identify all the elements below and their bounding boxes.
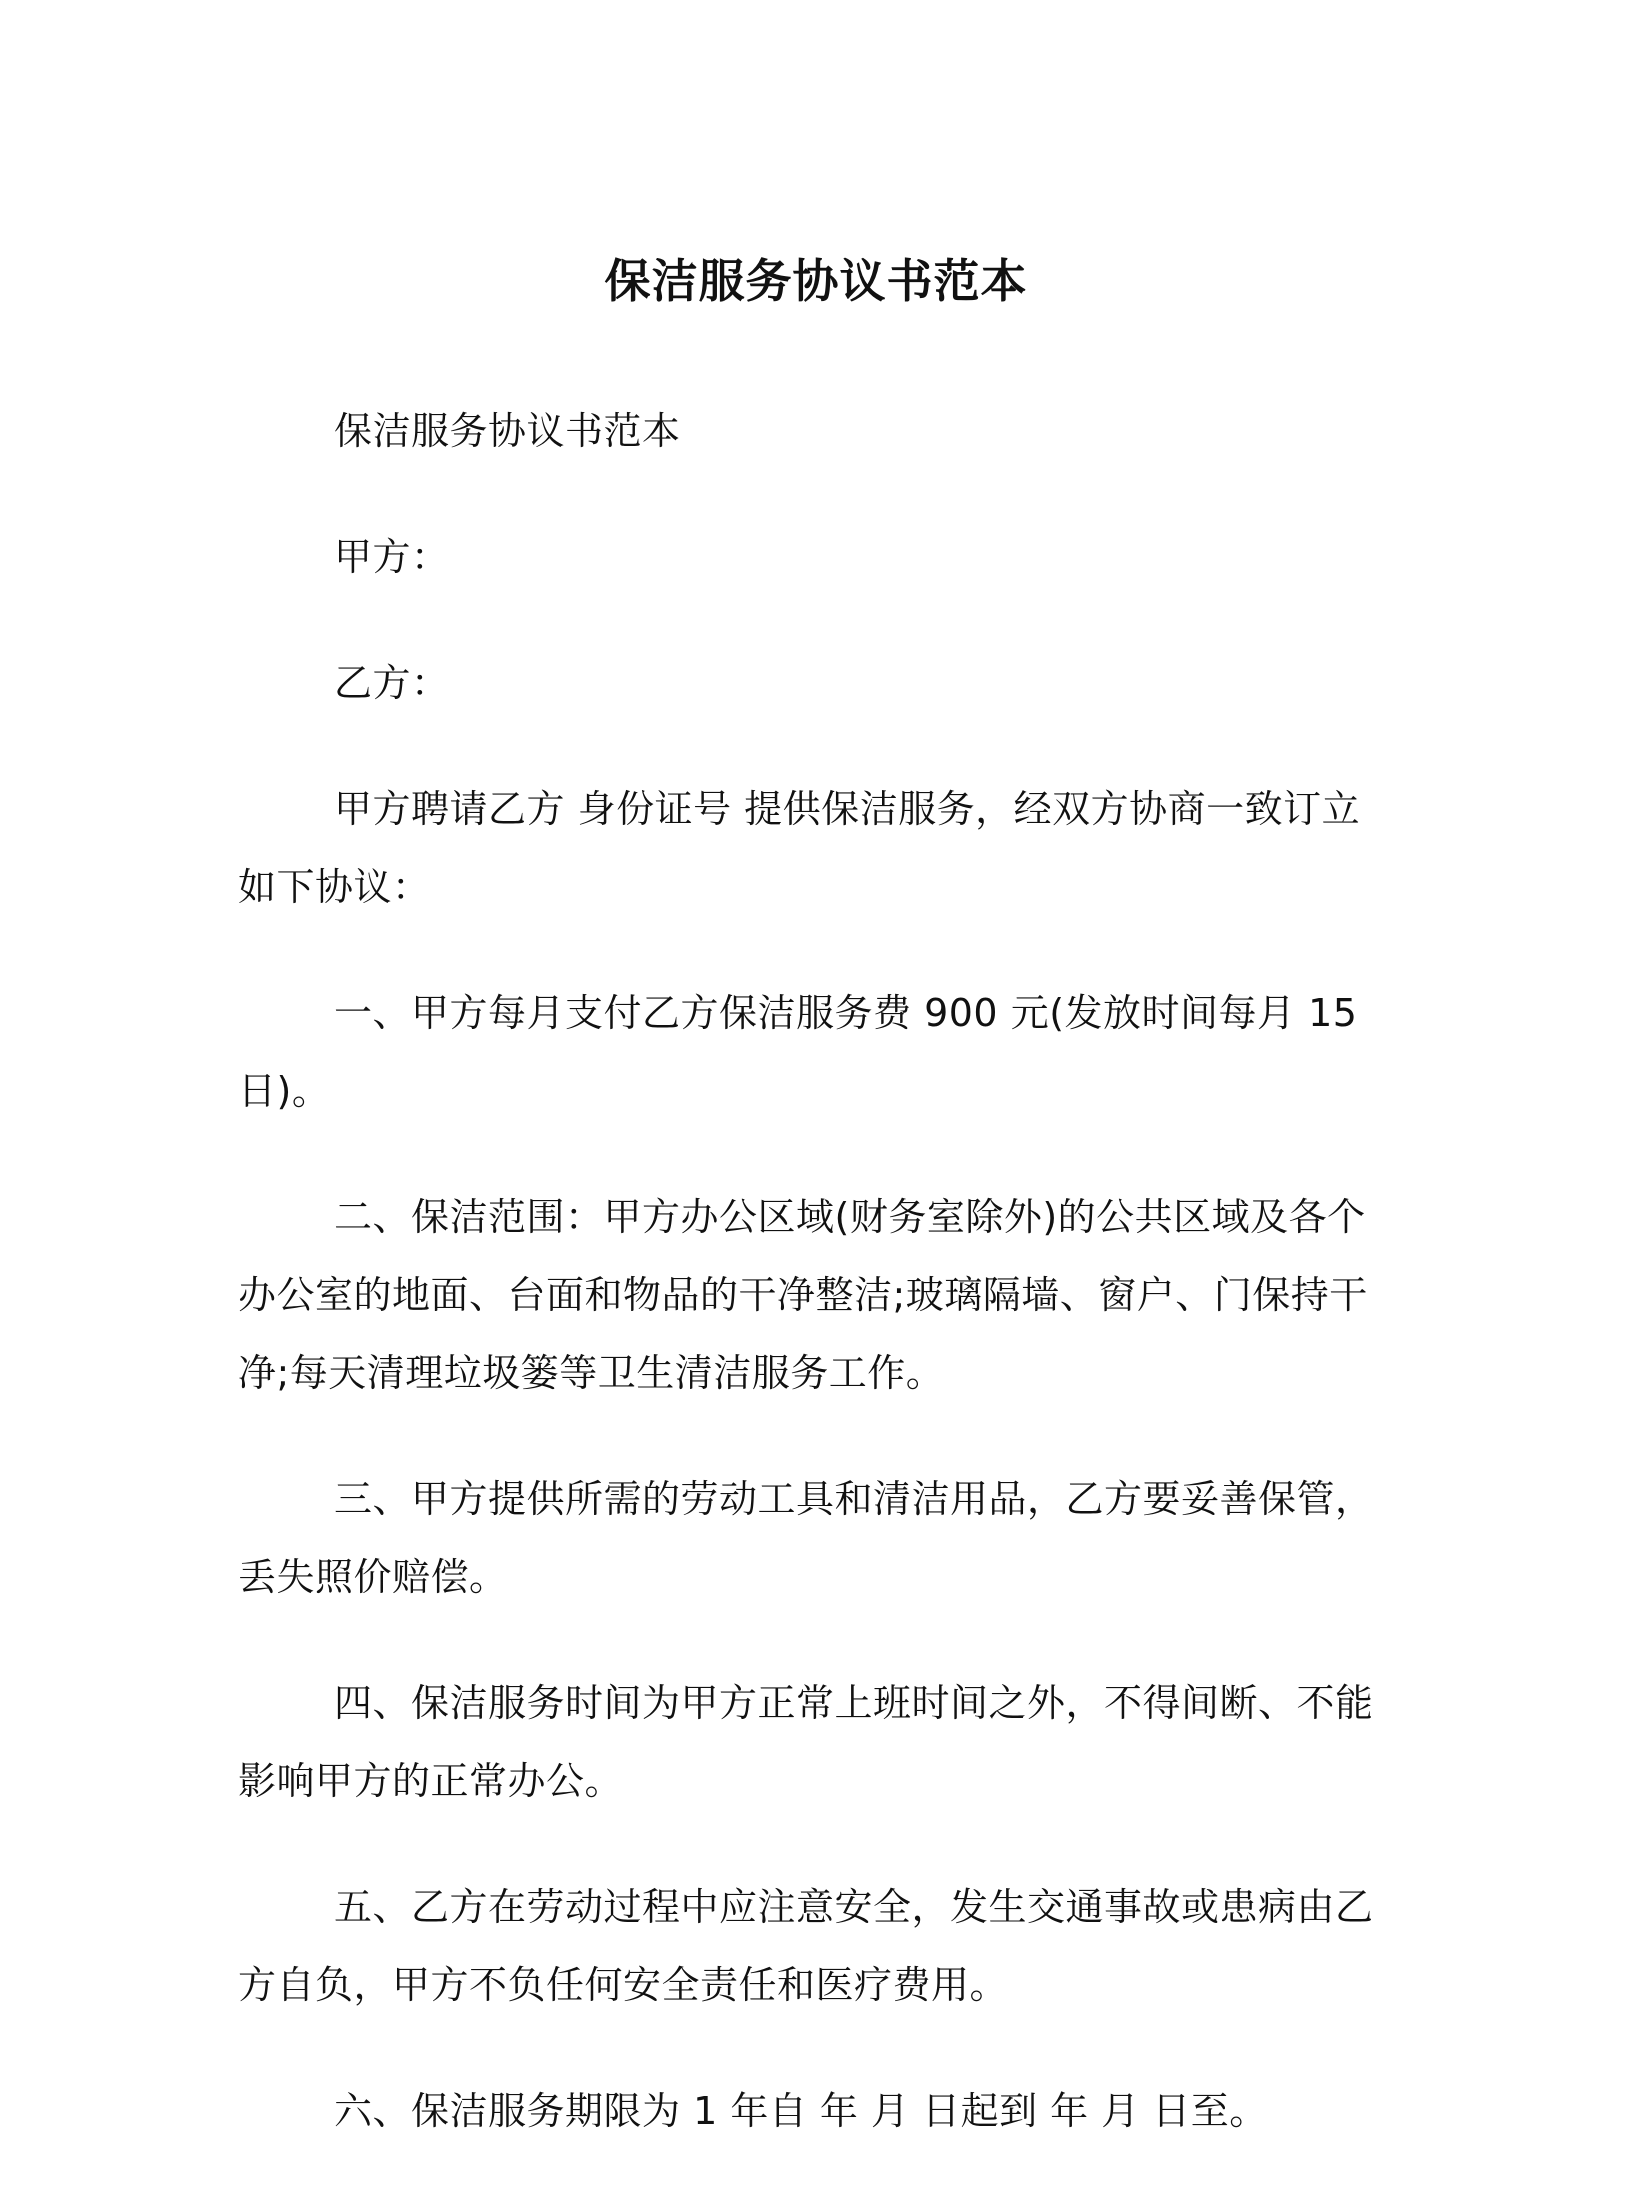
paragraph-subtitle: 保洁服务协议书范本 [334,409,681,453]
paragraph-clause-6: 六、保洁服务期限为 1 年自 年 月 日起到 年 月 日至。 [334,2089,1268,2133]
paragraph-clause-4: 四、保洁服务时间为甲方正常上班时间之外，不得间断、不能影响甲方的正常办公。 [238,1681,1374,1803]
paragraph-clause-2: 二、保洁范围：甲方办公区域(财务室除外)的公共区域及各个办公室的地面、台面和物品的干净整洁;玻璃隔墙、窗户、门保持干净;每天清理垃圾篓等卫生清洁服务工作。 [238,1195,1368,1395]
paragraph-intro: 甲方聘请乙方 身份证号 提供保洁服务，经双方协商一致订立如下协议： [238,787,1361,909]
paragraph-clause-3: 三、甲方提供所需的劳动工具和清洁用品，乙方要妥善保管，丢失照价赔偿。 [238,1477,1374,1599]
document-title: 保洁服务协议书范本 [604,253,1028,308]
paragraph-party-b: 乙方： [334,661,450,705]
paragraph-clause-1: 一、甲方每月支付乙方保洁服务费 900 元(发放时间每月 15 日)。 [238,991,1358,1113]
document-body [238,392,1378,2198]
paragraph-clause-5: 五、乙方在劳动过程中应注意安全，发生交通事故或患病由乙方自负，甲方不负任何安全责任和医疗费用。 [238,1885,1374,2007]
paragraph-party-a: 甲方： [334,535,450,579]
